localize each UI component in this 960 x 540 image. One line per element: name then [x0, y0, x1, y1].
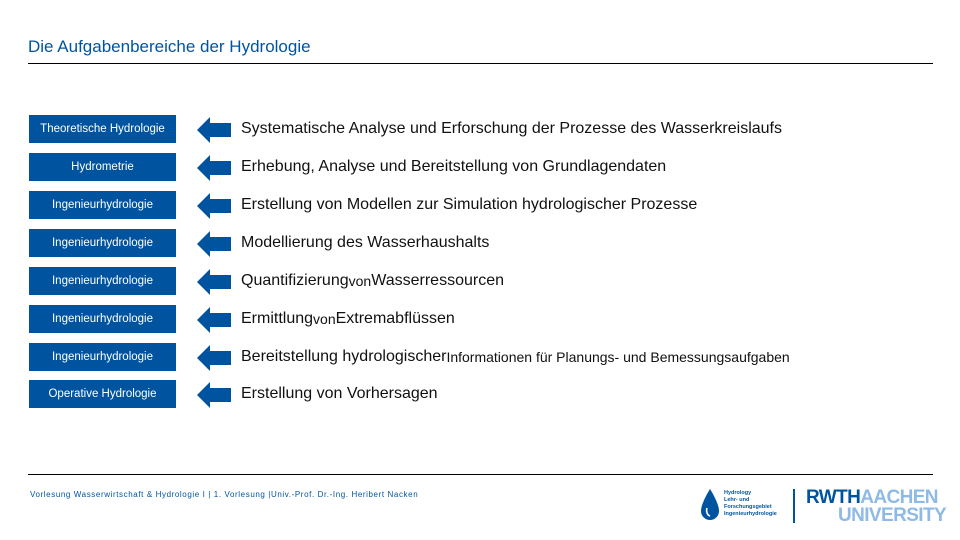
left-arrow-icon — [197, 231, 231, 257]
category-box: Hydrometrie — [29, 153, 176, 181]
task-description — [241, 343, 790, 371]
slide-title: Die Aufgabenbereiche der Hydrologie — [28, 37, 311, 56]
desc-part: Bereitstellung hydrologischer — [241, 348, 447, 365]
task-description — [241, 305, 455, 333]
left-arrow-icon — [197, 193, 231, 219]
footer-text: Vorlesung Wasserwirtschaft & Hydrologie I | 1. Vorlesung |Univ.-Prof. Dr.-Ing. Heribert Nacken — [30, 490, 419, 499]
task-row — [29, 229, 939, 257]
category-box: Ingenieurhydrologie — [29, 229, 176, 257]
footer-divider — [28, 474, 933, 475]
left-arrow-icon — [197, 269, 231, 295]
institute-line: Forschungsgebiet — [724, 504, 772, 510]
task-description: Modellierung des Wasserhaushalts — [241, 234, 490, 251]
task-description: Erstellung von Modellen zur Simulation hydrologischer Prozesse — [241, 196, 698, 213]
left-arrow-icon — [197, 382, 231, 408]
category-box: Theoretische Hydrologie — [29, 115, 176, 143]
category-box: Ingenieurhydrologie — [29, 343, 176, 371]
title-divider — [28, 63, 933, 64]
task-row — [29, 343, 939, 371]
task-description — [241, 267, 504, 295]
university-wordmark: UNIVERSITY — [838, 505, 947, 526]
category-box: Operative Hydrologie — [29, 380, 176, 408]
left-arrow-icon — [197, 307, 231, 333]
desc-part: von — [313, 311, 336, 327]
water-drop-icon — [700, 488, 720, 522]
desc-part: Extremabflüssen — [335, 310, 455, 327]
institute-line: Lehr- und — [724, 497, 750, 503]
left-arrow-icon — [197, 155, 231, 181]
task-row — [29, 191, 939, 219]
task-description: Erhebung, Analyse und Bereitstellung von Grundlagendaten — [241, 158, 667, 175]
institute-line: Hydrology — [724, 490, 752, 496]
task-row — [29, 267, 939, 295]
institute-line: Ingenieurhydrologie — [724, 511, 777, 517]
task-row — [29, 305, 939, 333]
category-box: Ingenieurhydrologie — [29, 191, 176, 219]
task-row — [29, 115, 939, 143]
desc-part: Quantifizierung — [241, 272, 349, 289]
task-row — [29, 153, 939, 181]
task-row — [29, 380, 939, 408]
institute-label — [724, 490, 780, 518]
logo-divider — [793, 489, 795, 523]
left-arrow-icon — [197, 117, 231, 143]
left-arrow-icon — [197, 345, 231, 371]
aachen-wordmark: AACHEN — [860, 487, 938, 508]
logo-area — [698, 486, 947, 526]
category-box: Ingenieurhydrologie — [29, 267, 176, 295]
rwth-wordmark: RWTH — [806, 487, 861, 508]
desc-part: Informationen für Planungs- und Bemessungsaufgaben — [446, 349, 790, 365]
desc-part: von — [348, 273, 372, 289]
desc-part: Ermittlung — [241, 310, 314, 327]
desc-part: Wasserressourcen — [371, 272, 504, 289]
task-description: Systematische Analyse und Erforschung der Prozesse des Wasserkreislaufs — [241, 120, 782, 137]
category-box: Ingenieurhydrologie — [29, 305, 176, 333]
task-description: Erstellung von Vorhersagen — [241, 385, 438, 402]
